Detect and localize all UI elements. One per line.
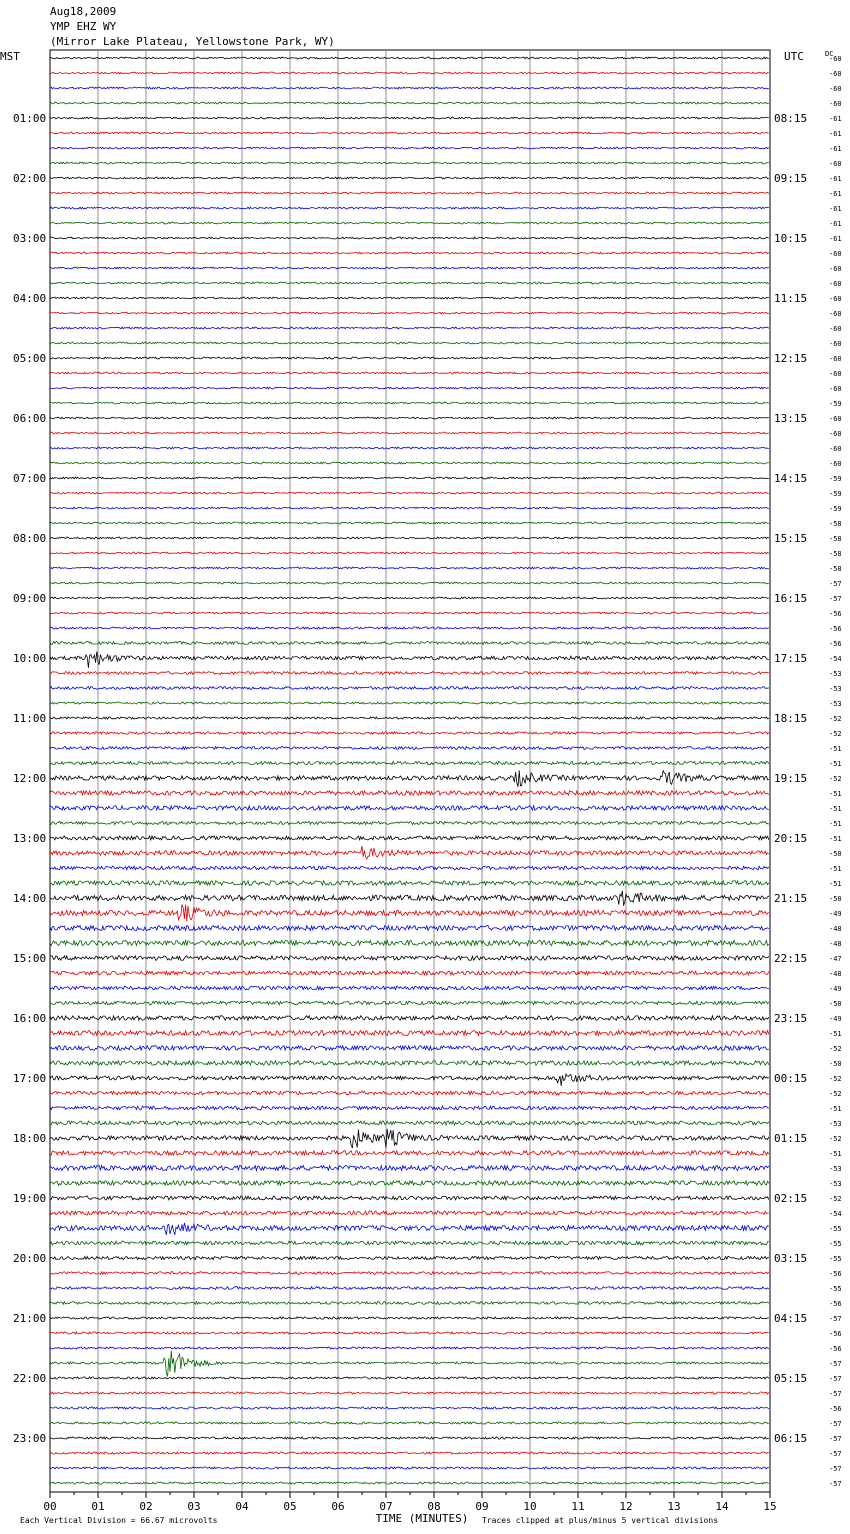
dc-offset-label: -51 (829, 790, 842, 798)
dc-offset-label: -49 (829, 985, 842, 993)
seismic-trace (50, 147, 769, 149)
plot-date: Aug18,2009 (50, 5, 117, 18)
x-tick-label: 14 (715, 1500, 729, 1513)
seismic-trace (50, 1241, 769, 1245)
mst-hour-label: 21:00 (13, 1312, 47, 1325)
seismic-trace (50, 866, 769, 870)
seismic-trace (50, 432, 769, 434)
mst-hour-label: 01:00 (13, 112, 47, 125)
seismic-trace (50, 222, 769, 224)
dc-offset-label: -52 (829, 775, 842, 783)
seismic-trace (50, 642, 769, 645)
dc-offset-label: -51 (829, 805, 842, 813)
mst-hour-label: 11:00 (13, 712, 47, 725)
seismic-trace (50, 791, 769, 795)
seismic-trace (50, 312, 769, 314)
mst-hour-label: 17:00 (13, 1072, 47, 1085)
seismic-trace (50, 57, 769, 59)
dc-offset-label: -56 (829, 1405, 842, 1413)
seismic-trace (50, 971, 769, 975)
utc-hour-label: 13:15 (774, 412, 808, 425)
seismic-trace (50, 926, 769, 931)
x-tick-label: 08 (427, 1500, 441, 1513)
seismic-trace (50, 372, 769, 374)
dc-offset-label: -54 (829, 1210, 842, 1218)
seismic-trace (50, 687, 769, 690)
dc-offset-label: -56 (829, 1270, 842, 1278)
dc-offset-label: -61 (829, 190, 842, 198)
dc-offset-label: -57 (829, 1315, 842, 1323)
seismic-trace (50, 1001, 769, 1005)
seismic-trace (50, 1074, 769, 1086)
dc-offset-label: -61 (829, 175, 842, 183)
x-tick-label: 07 (379, 1500, 393, 1513)
dc-offset-label: -60 (829, 415, 842, 423)
seismic-trace (50, 940, 769, 945)
dc-offset-label: -55 (829, 1225, 842, 1233)
dc-offset-label: -60 (829, 430, 842, 438)
mst-hour-label: 09:00 (13, 592, 47, 605)
utc-hour-label: 06:15 (774, 1432, 808, 1445)
seismic-trace (50, 1223, 769, 1235)
seismic-trace (50, 1151, 769, 1155)
dc-offset-label: -59 (829, 475, 842, 483)
mst-hour-label: 13:00 (13, 832, 47, 845)
seismic-trace (50, 1351, 769, 1377)
dc-offset-label: -54 (829, 655, 842, 663)
seismic-trace (50, 597, 769, 599)
dc-offset-label: -60 (829, 250, 842, 258)
seismic-trace (50, 717, 769, 719)
seismic-trace (50, 537, 769, 539)
x-tick-label: 10 (523, 1500, 537, 1513)
seismic-trace (50, 732, 769, 735)
seismic-trace (50, 1031, 769, 1036)
seismic-trace (50, 1317, 769, 1319)
seismic-trace (50, 357, 769, 359)
seismic-trace (50, 1422, 769, 1424)
dc-offset-label: -57 (829, 1465, 842, 1473)
dc-offset-label: -56 (829, 610, 842, 618)
x-tick-label: 13 (667, 1500, 681, 1513)
dc-offset-label: -50 (829, 895, 842, 903)
seismic-trace (50, 1061, 769, 1065)
station-location: (Mirror Lake Plateau, Yellowstone Park, WY) (50, 35, 335, 48)
seismic-trace (50, 1392, 769, 1394)
dc-offset-label: -51 (829, 760, 842, 768)
dc-offset-label: -52 (829, 1045, 842, 1053)
utc-hour-label: 02:15 (774, 1192, 808, 1205)
left-axis-label: MST (0, 50, 20, 63)
utc-hour-label: 08:15 (774, 112, 808, 125)
dc-offset-label: -48 (829, 925, 842, 933)
utc-hour-label: 22:15 (774, 952, 808, 965)
utc-hour-label: 01:15 (774, 1132, 808, 1145)
dc-offset-label: -60 (829, 100, 842, 108)
mst-hour-label: 10:00 (13, 652, 47, 665)
dc-offset-label: -47 (829, 955, 842, 963)
seismic-trace (50, 477, 769, 479)
utc-hour-label: 19:15 (774, 772, 808, 785)
seismic-trace (50, 627, 769, 629)
dc-offset-label: -53 (829, 1180, 842, 1188)
seismic-trace (50, 1347, 769, 1349)
seismic-trace (50, 462, 769, 464)
seismic-trace (50, 1437, 769, 1439)
utc-hour-label: 09:15 (774, 172, 808, 185)
mst-hour-label: 23:00 (13, 1432, 47, 1445)
dc-label: DC (825, 50, 834, 58)
mst-hour-label: 14:00 (13, 892, 47, 905)
seismic-trace (50, 87, 769, 89)
x-axis-label: TIME (MINUTES) (375, 1512, 469, 1525)
seismic-trace (50, 177, 769, 179)
utc-hour-label: 18:15 (774, 712, 808, 725)
seismic-trace (50, 806, 769, 810)
dc-offset-label: -60 (829, 445, 842, 453)
seismic-trace (50, 507, 769, 509)
seismic-trace (50, 297, 769, 299)
dc-offset-label: -55 (829, 1255, 842, 1263)
dc-offset-label: -61 (829, 130, 842, 138)
seismic-trace (50, 252, 769, 254)
x-tick-label: 12 (619, 1500, 633, 1513)
utc-hour-label: 20:15 (774, 832, 808, 845)
seismic-trace (50, 702, 769, 704)
seismic-trace (50, 1377, 769, 1379)
dc-offset-label: -52 (829, 730, 842, 738)
seismic-trace (50, 117, 769, 119)
dc-offset-label: -51 (829, 1105, 842, 1113)
utc-hour-label: 12:15 (774, 352, 808, 365)
mst-hour-label: 15:00 (13, 952, 47, 965)
dc-offset-label: -50 (829, 1060, 842, 1068)
dc-offset-label: -51 (829, 1150, 842, 1158)
dc-offset-label: -58 (829, 565, 842, 573)
mst-hour-label: 06:00 (13, 412, 47, 425)
dc-offset-label: -51 (829, 745, 842, 753)
dc-offset-label: -53 (829, 685, 842, 693)
x-tick-label: 02 (139, 1500, 153, 1513)
seismic-trace (50, 1332, 769, 1334)
utc-hour-label: 10:15 (774, 232, 808, 245)
x-tick-label: 01 (91, 1500, 105, 1513)
seismic-trace (50, 846, 769, 859)
utc-hour-label: 15:15 (774, 532, 808, 545)
mst-hour-label: 18:00 (13, 1132, 47, 1145)
dc-offset-label: -60 (829, 385, 842, 393)
utc-hour-label: 17:15 (774, 652, 808, 665)
x-tick-label: 00 (43, 1500, 57, 1513)
dc-offset-label: -52 (829, 1075, 842, 1083)
seismic-trace (50, 1091, 769, 1095)
dc-offset-label: -60 (829, 355, 842, 363)
seismic-trace (50, 417, 769, 419)
clip-note: Traces clipped at plus/minus 5 vertical divisions (482, 1516, 719, 1525)
seismic-trace (50, 747, 769, 750)
dc-offset-label: -61 (829, 220, 842, 228)
seismic-trace (50, 1166, 769, 1171)
seismic-trace (50, 1121, 769, 1125)
mst-hour-label: 04:00 (13, 292, 47, 305)
seismic-trace (50, 1467, 769, 1469)
dc-offset-label: -60 (829, 55, 842, 63)
seismic-trace (50, 72, 769, 74)
seismic-trace (50, 761, 769, 764)
seismic-trace (50, 402, 769, 404)
dc-offset-label: -61 (829, 235, 842, 243)
seismic-trace (50, 1046, 769, 1050)
x-tick-label: 04 (235, 1500, 249, 1513)
seismic-trace (50, 1129, 769, 1148)
dc-offset-label: -53 (829, 670, 842, 678)
dc-offset-label: -57 (829, 1450, 842, 1458)
dc-offset-label: -61 (829, 115, 842, 123)
utc-hour-label: 04:15 (774, 1312, 808, 1325)
dc-offset-label: -57 (829, 1435, 842, 1443)
seismic-trace (50, 1407, 769, 1409)
mst-hour-label: 07:00 (13, 472, 47, 485)
dc-offset-label: -61 (829, 145, 842, 153)
x-tick-label: 11 (571, 1500, 585, 1513)
seismic-trace (50, 327, 769, 329)
dc-offset-label: -51 (829, 820, 842, 828)
seismic-trace (50, 905, 769, 922)
dc-offset-label: -53 (829, 1165, 842, 1173)
dc-offset-label: -57 (829, 1390, 842, 1398)
dc-offset-label: -60 (829, 295, 842, 303)
mst-hour-label: 08:00 (13, 532, 47, 545)
dc-offset-label: -50 (829, 850, 842, 858)
x-tick-label: 05 (283, 1500, 297, 1513)
seismic-trace (50, 1302, 769, 1305)
seismic-trace (50, 1287, 769, 1290)
x-tick-label: 15 (763, 1500, 777, 1513)
seismic-trace (50, 567, 769, 569)
dc-offset-label: -49 (829, 1015, 842, 1023)
utc-hour-label: 14:15 (774, 472, 808, 485)
dc-offset-label: -60 (829, 310, 842, 318)
dc-offset-label: -59 (829, 505, 842, 513)
utc-hour-label: 03:15 (774, 1252, 808, 1265)
mst-hour-label: 12:00 (13, 772, 47, 785)
seismic-trace (50, 770, 769, 787)
mst-hour-label: 22:00 (13, 1372, 47, 1385)
seismic-trace (50, 492, 769, 494)
utc-hour-label: 05:15 (774, 1372, 808, 1385)
seismic-trace (50, 237, 769, 239)
seismic-trace (50, 192, 769, 194)
dc-offset-label: -57 (829, 1420, 842, 1428)
dc-offset-label: -59 (829, 490, 842, 498)
seismic-trace (50, 582, 769, 584)
seismic-trace (50, 881, 769, 885)
seismic-trace (50, 821, 769, 824)
dc-offset-label: -60 (829, 460, 842, 468)
dc-offset-label: -57 (829, 1360, 842, 1368)
dc-offset-label: -56 (829, 1330, 842, 1338)
dc-offset-label: -52 (829, 1195, 842, 1203)
dc-offset-label: -60 (829, 325, 842, 333)
station-code: YMP EHZ WY (50, 20, 117, 33)
seismic-trace (50, 891, 769, 906)
dc-offset-label: -48 (829, 970, 842, 978)
scale-note: Each Vertical Division = 66.67 microvolts (20, 1516, 218, 1525)
dc-offset-label: -50 (829, 1000, 842, 1008)
mst-hour-label: 19:00 (13, 1192, 47, 1205)
seismic-trace (50, 1452, 769, 1454)
seismic-trace (50, 672, 769, 675)
x-tick-label: 06 (331, 1500, 345, 1513)
seismic-trace (50, 1211, 769, 1215)
dc-offset-label: -60 (829, 85, 842, 93)
seismic-trace (50, 1181, 769, 1185)
seismic-trace (50, 447, 769, 449)
seismic-trace (50, 282, 769, 284)
dc-offset-label: -61 (829, 205, 842, 213)
dc-offset-label: -57 (829, 580, 842, 588)
x-tick-label: 09 (475, 1500, 489, 1513)
x-tick-label: 03 (187, 1500, 201, 1513)
mst-hour-label: 16:00 (13, 1012, 47, 1025)
plot-frame (50, 50, 770, 1492)
seismic-trace (50, 1256, 769, 1259)
dc-offset-label: -56 (829, 1345, 842, 1353)
dc-offset-label: -51 (829, 835, 842, 843)
dc-offset-label: -49 (829, 910, 842, 918)
mst-hour-label: 03:00 (13, 232, 47, 245)
dc-offset-label: -55 (829, 1285, 842, 1293)
seismic-trace (50, 1482, 769, 1484)
seismic-trace (50, 102, 769, 104)
dc-offset-label: -58 (829, 520, 842, 528)
dc-offset-label: -51 (829, 880, 842, 888)
dc-offset-label: -60 (829, 370, 842, 378)
dc-offset-label: -60 (829, 160, 842, 168)
dc-offset-label: -60 (829, 265, 842, 273)
dc-offset-label: -56 (829, 1300, 842, 1308)
seismic-trace (50, 1016, 769, 1020)
utc-hour-label: 11:15 (774, 292, 808, 305)
seismic-trace (50, 162, 769, 164)
dc-offset-label: -56 (829, 640, 842, 648)
mst-hour-label: 20:00 (13, 1252, 47, 1265)
dc-offset-label: -51 (829, 865, 842, 873)
seismic-trace (50, 986, 769, 990)
seismic-trace (50, 552, 769, 554)
seismic-trace (50, 652, 769, 668)
seismic-trace (50, 612, 769, 614)
dc-offset-label: -48 (829, 940, 842, 948)
dc-offset-label: -51 (829, 1030, 842, 1038)
dc-offset-label: -60 (829, 280, 842, 288)
seismic-trace (50, 956, 769, 960)
seismic-trace (50, 132, 769, 134)
dc-offset-label: -53 (829, 700, 842, 708)
mst-hour-label: 02:00 (13, 172, 47, 185)
seismic-trace (50, 1106, 769, 1110)
dc-offset-label: -58 (829, 535, 842, 543)
dc-offset-label: -55 (829, 1240, 842, 1248)
dc-offset-label: -57 (829, 595, 842, 603)
seismic-trace (50, 267, 769, 269)
dc-offset-label: -60 (829, 70, 842, 78)
dc-offset-label: -59 (829, 400, 842, 408)
dc-offset-label: -56 (829, 625, 842, 633)
seismic-trace (50, 1272, 769, 1275)
seismic-trace (50, 836, 769, 840)
seismic-trace (50, 207, 769, 209)
dc-offset-label: -52 (829, 1135, 842, 1143)
seismic-trace (50, 342, 769, 344)
dc-offset-label: -53 (829, 1120, 842, 1128)
dc-offset-label: -52 (829, 715, 842, 723)
seismic-trace (50, 1196, 769, 1200)
utc-hour-label: 21:15 (774, 892, 808, 905)
mst-hour-label: 05:00 (13, 352, 47, 365)
dc-offset-label: -60 (829, 340, 842, 348)
utc-hour-label: 16:15 (774, 592, 808, 605)
right-axis-label: UTC (784, 50, 804, 63)
dc-offset-label: -57 (829, 1375, 842, 1383)
utc-hour-label: 23:15 (774, 1012, 808, 1025)
seismic-trace (50, 522, 769, 524)
dc-offset-label: -57 (829, 1480, 842, 1488)
seismic-trace (50, 387, 769, 389)
dc-offset-label: -58 (829, 550, 842, 558)
utc-hour-label: 00:15 (774, 1072, 808, 1085)
dc-offset-label: -52 (829, 1090, 842, 1098)
